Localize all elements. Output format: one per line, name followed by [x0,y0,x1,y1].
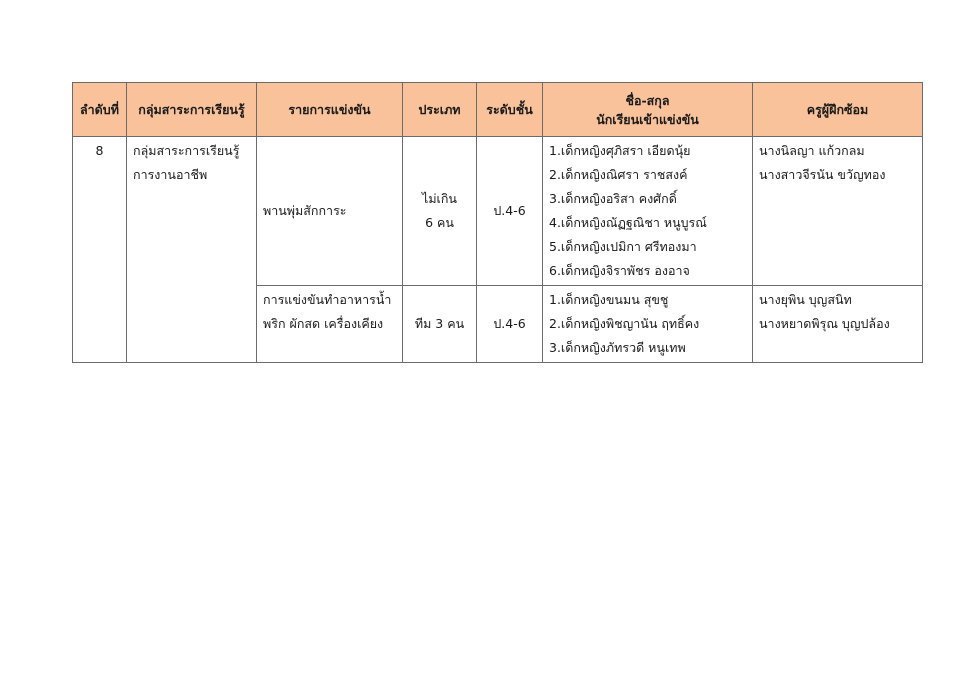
header-level: ระดับชั้น [477,83,543,137]
table-row [73,137,923,286]
coach-names [753,137,923,286]
coach-name: นางยุพิน บุญสนิท [759,292,852,307]
student-name: 2.เด็กหญิงพิชญานัน ฤทธิ์คง [549,316,700,331]
header-type: ประเภท [403,83,477,137]
type-line1: ไม่เกิน [422,191,457,206]
coach-name: นางสาวจีรนัน ขวัญทอง [759,167,886,182]
header-names-line1: ชื่อ-สกุล [625,92,670,108]
header-names [543,83,753,137]
student-names [543,137,753,286]
competition-type [403,137,477,286]
student-names [543,286,753,363]
student-name: 3.เด็กหญิงภัทรวดี หนูเทพ [549,340,686,355]
student-name: 1.เด็กหญิงขนมน สุขชู [549,292,669,307]
student-name: 5.เด็กหญิงเปมิกา ศรีทองมา [549,239,697,254]
header-teachers: ครูผู้ฝึกซ้อม [753,83,923,137]
header-group: กลุ่มสาระการเรียนรู้ [127,83,257,137]
coach-name: นางนิลญา แก้วกลม [759,143,865,158]
header-names-line2: นักเรียนเข้าแข่งขัน [596,111,699,127]
student-name: 3.เด็กหญิงอริสา คงศักดิ์ [549,191,677,206]
coach-name: นางหยาดพิรุณ บุญปล้อง [759,316,890,331]
student-name: 6.เด็กหญิงจิราพัชร องอาจ [549,263,690,278]
student-name: 1.เด็กหญิงศุภิสรา เอียดนุ้ย [549,143,691,158]
student-name: 4.เด็กหญิงณัฏฐณิชา หนูบูรณ์ [549,215,707,230]
competition-item: การแข่งขันทำอาหารน้ำพริก ผักสด เครื่องเคียง [257,286,403,363]
row-number: 8 [73,137,127,363]
learning-group: กลุ่มสาระการเรียนรู้การงานอาชีพ [127,137,257,363]
type-line2: 6 คน [425,215,454,230]
header-item: รายการแข่งขัน [257,83,403,137]
header-row [73,83,923,137]
competition-type: ทีม 3 คน [403,286,477,363]
competition-table [72,82,923,363]
competition-item: พานพุ่มสักการะ [257,137,403,286]
student-name: 2.เด็กหญิงณิศรา ราชสงค์ [549,167,688,182]
header-number: ลำดับที่ [73,83,127,137]
grade-level: ป.4-6 [477,286,543,363]
grade-level: ป.4-6 [477,137,543,286]
coach-names [753,286,923,363]
